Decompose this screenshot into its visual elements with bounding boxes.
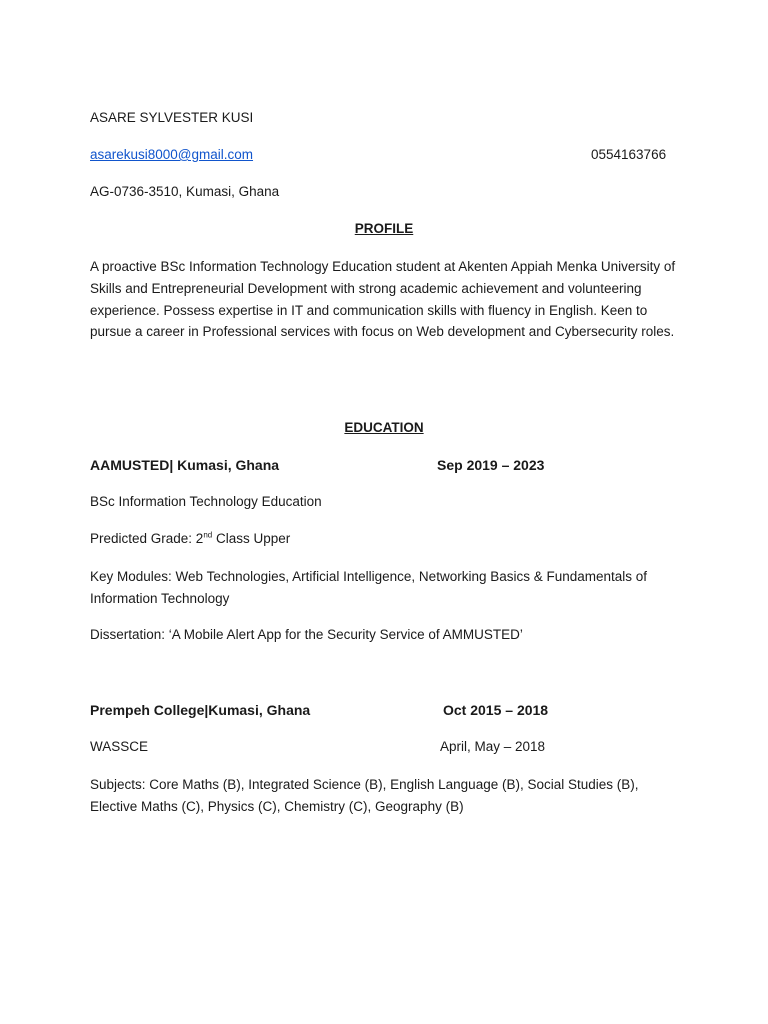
dates-prempeh: Oct 2015 – 2018 bbox=[443, 702, 549, 718]
profile-heading: PROFILE bbox=[354, 221, 414, 236]
candidate-name: ASARE SYLVESTER KUSI bbox=[90, 110, 254, 125]
address: AG-0736-3510, Kumasi, Ghana bbox=[90, 184, 280, 199]
exam-date: April, May – 2018 bbox=[440, 739, 546, 754]
degree: BSc Information Technology Education bbox=[90, 494, 322, 509]
phone-number: 0554163766 bbox=[591, 147, 667, 162]
predicted-grade bbox=[90, 530, 290, 548]
grade-suffix: Class Upper bbox=[212, 531, 291, 546]
email-link[interactable]: asarekusi8000@gmail.com bbox=[90, 147, 254, 162]
exam-name: WASSCE bbox=[90, 739, 149, 754]
education-heading: EDUCATION bbox=[344, 420, 424, 435]
profile-text: A proactive BSc Information Technology Education student at Akenten Appiah Menka University of Skills and Entrepreneurial Development with strong academic achievement and volunteering experience. Possess expertise in IT and communication skills with fluency in English. Keen to pursue a career in Professional services with focus on Web development and Cybersecurity roles. bbox=[90, 259, 676, 340]
key-modules: Key Modules: Web Technologies, Artificial Intelligence, Networking Basics & Fundamentals of Information Technology bbox=[90, 569, 648, 606]
subjects: Subjects: Core Maths (B), Integrated Science (B), English Language (B), Social Studies (B), Elective Maths (C), Physics (C), Chemistry (C), Geography (B) bbox=[90, 777, 639, 814]
institution-aamusted: AAMUSTED| Kumasi, Ghana bbox=[90, 457, 280, 473]
grade-prefix: Predicted Grade: 2 bbox=[90, 531, 204, 546]
institution-prempeh: Prempeh College|Kumasi, Ghana bbox=[90, 702, 311, 718]
grade-superscript: nd bbox=[203, 530, 213, 540]
dates-aamusted: Sep 2019 – 2023 bbox=[437, 457, 545, 473]
dissertation: Dissertation: ‘A Mobile Alert App for the Security Service of AMMUSTED’ bbox=[90, 627, 523, 642]
